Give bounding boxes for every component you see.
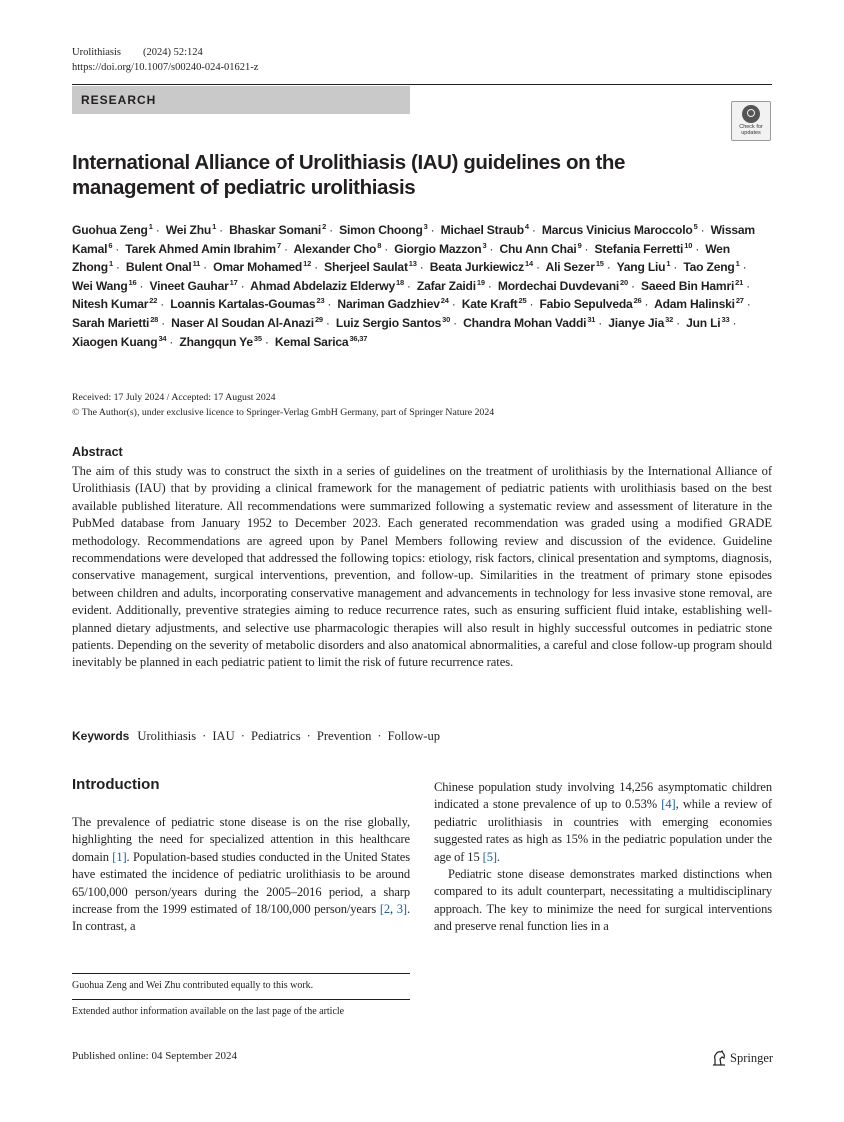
author-name[interactable]: Wissam Kamal [72, 223, 755, 256]
author-name[interactable]: Zhangqun Ye [179, 334, 253, 349]
keywords: Keywords Urolithiasis · IAU · Pediatrics · Prevention · Follow-up [72, 729, 441, 743]
affiliation-number: 23 [316, 296, 325, 306]
citation-link[interactable]: 3] [396, 902, 407, 917]
author-separator: · [535, 260, 540, 275]
author-name[interactable]: Jun Li [686, 315, 721, 330]
author-separator: · [115, 260, 120, 275]
author-separator: · [430, 223, 435, 237]
affiliation-number: 18 [395, 277, 404, 287]
springer-logo [712, 1050, 773, 1066]
citation-link[interactable]: [4] [661, 797, 676, 812]
affiliation-number: 14 [525, 259, 533, 269]
affiliation-number: 35 [253, 333, 262, 343]
author-name[interactable]: Guohua Zeng [72, 223, 148, 237]
author-name[interactable]: Ahmad Abdelaziz Elderwy [250, 278, 395, 293]
check-updates-text: Check for updates [739, 124, 763, 136]
author-name[interactable]: Sherjeel Saulat [324, 260, 408, 275]
author-name[interactable]: Alexander Cho [293, 241, 377, 256]
author-separator: · [264, 334, 269, 349]
author-separator: · [406, 278, 411, 293]
affiliation-number: 7 [276, 240, 281, 250]
keywords-label: Keywords [72, 729, 130, 743]
author-name[interactable]: Tao Zeng [683, 260, 735, 275]
author-name[interactable]: Kemal Sarica [274, 334, 349, 349]
affiliation-number: 12 [303, 259, 312, 269]
author-separator: · [329, 223, 333, 237]
author-list [72, 221, 772, 351]
author-name[interactable]: Xiaogen Kuang [72, 334, 158, 349]
affiliation-number: 1 [148, 222, 153, 231]
author-name[interactable]: Michael Straub [440, 223, 524, 237]
affiliation-number: 10 [684, 240, 693, 250]
author-name[interactable]: Bulent Onal [125, 260, 192, 275]
author-separator: · [742, 260, 747, 275]
author-name[interactable]: Wen Zhong [72, 241, 730, 275]
author-name[interactable]: Fabio Sepulveda [539, 297, 633, 312]
author-name[interactable]: Chu Ann Chai [499, 241, 577, 256]
doi-link[interactable]: https://doi.org/10.1007/s00240-024-01621-z [72, 62, 259, 73]
author-separator: · [384, 241, 389, 256]
affiliation-number: 26 [633, 296, 642, 306]
author-separator: · [673, 260, 678, 275]
author-separator: · [487, 278, 492, 293]
author-name[interactable]: Vineet Gauhar [149, 278, 229, 293]
affiliation-number: 33 [721, 314, 730, 324]
author-separator: · [700, 223, 705, 237]
author-separator: · [451, 297, 456, 312]
abstract-heading: Abstract [72, 445, 123, 459]
published-date: Published online: 04 September 2024 [72, 1050, 237, 1062]
introduction-heading: Introduction [72, 776, 160, 793]
affiliation-number: 36,37 [349, 333, 368, 343]
footnote-rule [72, 973, 410, 974]
author-separator: · [219, 223, 223, 237]
author-separator: · [644, 297, 649, 312]
affiliation-number: 21 [735, 277, 744, 287]
author-name[interactable]: Marcus Vinicius Maroccolo [541, 223, 693, 237]
author-name[interactable]: Nitesh Kumar [72, 297, 149, 312]
author-separator: · [160, 297, 165, 312]
author-name[interactable]: Simon Choong [339, 223, 423, 237]
author-separator: · [161, 315, 165, 330]
article-title: International Alliance of Urolithiasis (IAU) guidelines on the management of pediatric urolithiasis [72, 151, 626, 199]
keyword: Follow-up [387, 729, 441, 743]
dates-block [72, 390, 494, 420]
author-separator: · [746, 297, 751, 312]
affiliation-number: 20 [620, 277, 628, 287]
intro-paragraph: The prevalence of pediatric stone disease is on the rise globally, highlighting the need for specialized attention in this healthcare domain [1]. Population-based studies conducted in the United States have estimated the incidence of pediatric urolithiasis to be around 65/100,000 person/years during the 2005–2016 period, a sharp increase from the 1999 estimated of 18/100,000 person/years [2, 3]. In contrast, a [72, 815, 410, 934]
author-name[interactable]: Omar Mohamed [213, 260, 303, 275]
author-name[interactable]: Yang Liu [616, 260, 666, 275]
author-separator: · [531, 223, 536, 237]
affiliation-number: 16 [128, 277, 137, 287]
intro-paragraph: Pediatric stone disease demonstrates marked distinctions when compared to its adult counterpart, necessitating a multidisciplinary approach. The key to minimize the need for surgical interventions and preserve renal function lies in a [434, 867, 772, 934]
author-separator: · [489, 241, 494, 256]
author-separator: · [598, 315, 603, 330]
affiliation-number: 27 [735, 296, 744, 306]
affiliation-number: 3 [423, 222, 428, 231]
author-name[interactable]: Tarek Ahmed Amin Ibrahim [125, 241, 276, 256]
introduction-left-column [72, 814, 410, 936]
author-separator: · [314, 260, 318, 275]
affiliation-number: 32 [665, 314, 674, 324]
journal-name: Urolithiasis [72, 47, 121, 58]
affiliation-number: 9 [577, 240, 582, 250]
keyword: Urolithiasis [137, 729, 197, 743]
author-name[interactable]: Loannis Kartalas-Goumas [170, 297, 316, 312]
citation-link[interactable]: [1] [112, 849, 127, 864]
author-name[interactable]: Wei Wang [72, 278, 128, 293]
affiliation-number: 6 [108, 240, 113, 250]
affiliation-number: 25 [518, 296, 527, 306]
affiliation-number: 29 [314, 314, 323, 324]
received-dates: Received: 17 July 2024 / Accepted: 17 August 2024 [72, 392, 276, 403]
affiliation-number: 17 [229, 277, 238, 287]
author-name[interactable]: Nariman Gadzhiev [337, 297, 440, 312]
keyword: Pediatrics [250, 729, 301, 743]
abstract-text: The aim of this study was to construct the sixth in a series of guidelines on the treatment of urolithiasis by the International Alliance of Urolithiasis (IAU) that by providing a clinical framework for the management of pediatric patients with urolithiasis based on the best available published literature. All recommendations were summarized following a systematic review and assessment of literature in the PubMed database from January 1952 to December 2023. Each generated recommendation was graded using a modified GRADE methodology. Recommendations are agreed upon by Panel Members following review and discussion of the evidence. Guideline recommendations were developed that addressed the following topics: etiology, risk factors, clinical presentation and symptoms, diagnosis, conservative management, surgical interventions, prevention, and follow-up. Similarities in the treatment of primary stone episodes between children and adults, incorporating conservative management and advancements in technology for less invasive stone removal, are evident. Additionally, preventive strategies aiming to reduce recurrence rates, such as ensuring sufficient fluid intake, establishing well-planned dietary adjustments, and selective use pharmacologic therapies will also result in highly successful outcomes in pediatric stone patients. Depending on the severity of metabolic disorders and also anatomical abnormalities, a careful and close follow-up program should inevitably be planned in each pediatric patient to limit the risk of future recurrence rates. [72, 464, 772, 670]
author-separator: · [283, 241, 288, 256]
affiliation-number: 13 [408, 259, 417, 269]
author-separator: · [419, 260, 424, 275]
author-separator: · [676, 315, 680, 330]
citation-link[interactable]: [5] [482, 849, 497, 864]
author-name[interactable]: Zafar Zaidi [416, 278, 476, 293]
author-name[interactable]: Kate Kraft [461, 297, 518, 312]
intro-paragraph: Chinese population study involving 14,256 asymptomatic children indicated a stone prevalence of up to 0.53% [4], while a review of pediatric urolithiasis in countries with emerging economies suggested rates as high as 15% in the pediatric population under the age of 15 [5]. [434, 780, 772, 864]
affiliation-number: 1 [212, 222, 217, 231]
check-updates-icon [742, 105, 760, 123]
author-separator: · [115, 241, 120, 256]
author-name[interactable]: Saeed Bin Hamri [641, 278, 735, 293]
author-separator: · [240, 278, 245, 293]
contribution-note: Guohua Zeng and Wei Zhu contributed equally to this work. [72, 980, 314, 991]
author-name[interactable]: Ali Sezer [545, 260, 595, 275]
author-separator: · [327, 297, 332, 312]
author-separator: · [325, 315, 330, 330]
affiliation-number: 31 [587, 314, 596, 324]
affiliation-number: 4 [524, 222, 529, 231]
author-name[interactable]: Wei Zhu [165, 223, 212, 237]
affiliation-number: 15 [595, 259, 604, 269]
author-separator: · [631, 278, 635, 293]
author-separator: · [155, 223, 160, 237]
author-name[interactable]: Bhaskar Somani [229, 223, 322, 237]
footnote-rule [72, 999, 410, 1000]
author-separator: · [453, 315, 457, 330]
author-name[interactable]: Luiz Sergio Santos [335, 315, 442, 330]
author-separator: · [732, 315, 737, 330]
affiliation-number: 1 [108, 259, 113, 269]
author-name[interactable]: Stefania Ferretti [594, 241, 684, 256]
author-separator: · [139, 278, 144, 293]
citation-link[interactable]: [2 [379, 902, 391, 917]
author-name[interactable]: Beata Jurkiewicz [429, 260, 525, 275]
affiliation-number: 2 [322, 222, 327, 231]
affiliation-number: 11 [192, 259, 201, 269]
author-separator: · [203, 260, 207, 275]
author-separator: · [606, 260, 611, 275]
section-label: RESEARCH [72, 86, 410, 114]
affiliation-number: 5 [693, 222, 698, 231]
author-name[interactable]: Giorgio Mazzon [394, 241, 482, 256]
check-for-updates-badge[interactable] [731, 101, 771, 141]
author-separator: · [695, 241, 700, 256]
journal-header [72, 46, 203, 60]
affiliation-number: 1 [735, 259, 740, 269]
keyword: IAU [212, 729, 235, 743]
extended-info-note: Extended author information available on the last page of the article [72, 1006, 345, 1017]
affiliation-number: 22 [149, 296, 158, 306]
author-separator: · [746, 278, 750, 293]
affiliation-number: 19 [476, 277, 485, 287]
affiliation-number: 28 [150, 314, 159, 324]
affiliation-number: 1 [666, 259, 671, 269]
springer-horse-icon [712, 1050, 726, 1066]
keyword: Prevention [316, 729, 372, 743]
affiliation-number: 34 [158, 333, 167, 343]
copyright-line: © The Author(s), under exclusive licence to Springer-Verlag GmbH Germany, part of Springer Nature 2024 [72, 407, 495, 418]
header-rule [72, 84, 772, 85]
author-name[interactable]: Naser Al Soudan Al-Anazi [171, 315, 314, 330]
affiliation-number: 24 [440, 296, 449, 306]
publisher-name: Springer [730, 1050, 774, 1065]
author-name[interactable]: Mordechai Duvdevani [497, 278, 620, 293]
affiliation-number: 30 [442, 314, 451, 324]
author-name[interactable]: Chandra Mohan Vaddi [463, 315, 587, 330]
author-name[interactable]: Adam Halinski [654, 297, 735, 312]
volume-info: (2024) 52:124 [143, 47, 203, 58]
affiliation-number: 3 [482, 240, 487, 250]
author-separator: · [584, 241, 589, 256]
author-name[interactable]: Sarah Marietti [72, 315, 150, 330]
introduction-right-column [434, 779, 772, 936]
author-separator: · [529, 297, 534, 312]
affiliation-number: 8 [377, 240, 382, 250]
author-separator: · [169, 334, 174, 349]
author-name[interactable]: Jianye Jia [608, 315, 665, 330]
